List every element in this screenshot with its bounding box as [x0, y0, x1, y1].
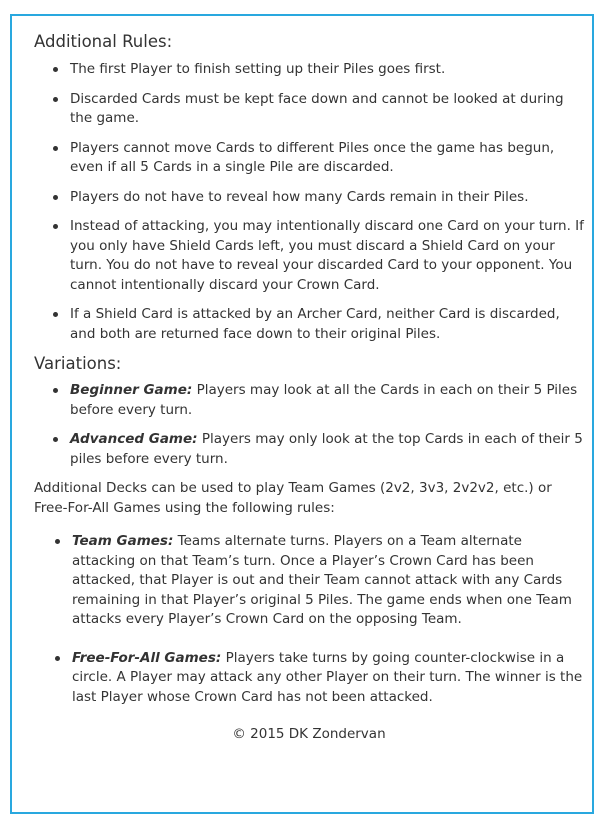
- rule-item: If a Shield Card is attacked by an Archer Card, neither Card is discarded, and both are returned face down to their original Piles.: [34, 305, 584, 344]
- variation-term: Advanced Game:: [70, 431, 198, 447]
- game-mode-term: Free-For-All Games:: [72, 649, 222, 666]
- variation-text: Players may only look at the top Cards in each of their 5 piles before every turn.: [70, 431, 583, 467]
- rule-item: Discarded Cards must be kept face down and cannot be looked at during the game.: [34, 90, 584, 129]
- rule-item: The first Player to finish setting up their Piles goes first.: [34, 60, 584, 80]
- game-mode-item: [34, 649, 584, 708]
- document-content: [34, 32, 584, 742]
- game-mode-text: Players take turns by going counter-clockwise in a circle. A Player may attack any other Player on their turn. The winner is the last Player whose Crown Card has not been attacked.: [72, 649, 583, 705]
- variations-list: [34, 381, 584, 469]
- additional-rules-list: [34, 60, 584, 344]
- additional-rules-heading: Additional Rules:: [34, 32, 173, 51]
- variation-term: Beginner Game:: [70, 382, 193, 398]
- rule-item: Players do not have to reveal how many Cards remain in their Piles.: [34, 188, 584, 208]
- additional-decks-list: [34, 532, 584, 707]
- rule-item: Players cannot move Cards to different Piles once the game has begun, even if all 5 Cards in a single Pile are discarded.: [34, 139, 584, 178]
- game-mode-term: Team Games:: [72, 533, 174, 549]
- document-frame: [10, 14, 594, 814]
- variation-item: [34, 381, 584, 420]
- variation-item: [34, 430, 584, 469]
- rule-item: Instead of attacking, you may intentionally discard one Card on your turn. If you only have Shield Cards left, you must discard a Shield Card on your turn. You do not have to reveal your discarded Card to your opponent. You cannot intentionally discard your Crown Card.: [34, 217, 584, 295]
- additional-decks-intro: Additional Decks can be used to play Team Games (2v2, 3v3, 2v2v2, etc.) or Free-For-All Games using the following rules:: [34, 480, 552, 516]
- variations-heading: Variations:: [34, 354, 122, 373]
- game-mode-item: [34, 532, 584, 630]
- variation-text: Players may look at all the Cards in each on their 5 Piles before every turn.: [70, 382, 578, 418]
- copyright-notice: © 2015 DK Zondervan: [232, 726, 386, 742]
- game-mode-text: Teams alternate turns. Players on a Team alternate attacking on that Team’s turn. Once a Player’s Crown Card has been attacked, that Player is out and their Team cannot attack with any Cards remaining in that Player’s original 5 Piles. The game ends when one Team attacks every Player’s Crown Card on the opposing Team.: [72, 533, 572, 627]
